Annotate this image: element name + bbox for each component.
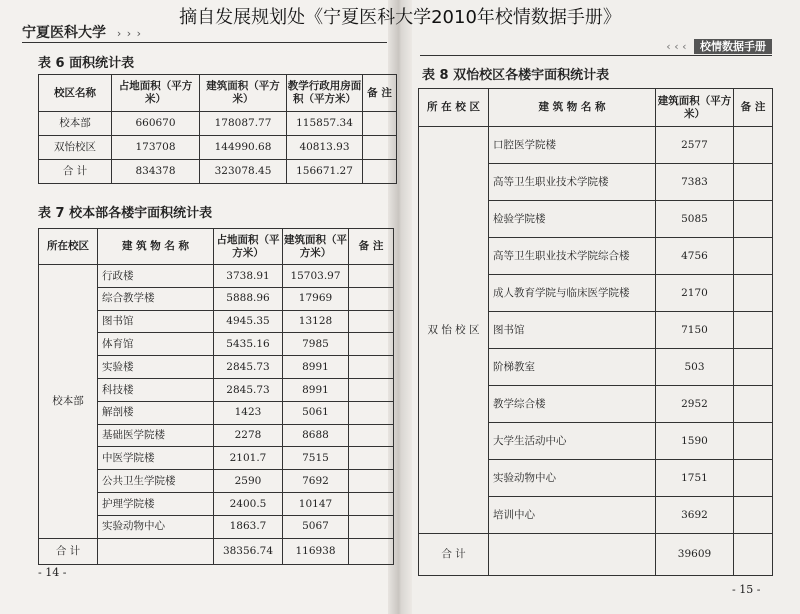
left-running-header	[22, 22, 142, 42]
land-area-cell: 2278	[214, 424, 283, 447]
remark-cell	[734, 164, 773, 201]
table8-header-cell: 备 注	[734, 89, 773, 127]
right-running-header	[666, 38, 772, 54]
land-area-cell: 4945.35	[214, 310, 283, 333]
table-cell	[363, 112, 397, 136]
table-cell	[489, 534, 656, 576]
table6-caption: 表 6 面积统计表	[38, 56, 135, 71]
remark-cell	[349, 515, 394, 538]
building-name-cell: 实验动物中心	[98, 515, 214, 538]
remark-cell	[349, 333, 394, 356]
table-cell: 双怡校区	[39, 136, 112, 160]
remark-cell	[349, 378, 394, 401]
floor-area-cell: 5085	[656, 201, 734, 238]
floor-area-cell: 13128	[283, 310, 349, 333]
building-name-cell: 阶梯教室	[489, 349, 656, 386]
remark-cell	[349, 424, 394, 447]
table6-header-cell: 建筑面积（平方米）	[200, 75, 287, 112]
remark-cell	[734, 386, 773, 423]
remark-cell	[734, 349, 773, 386]
remark-cell	[349, 470, 394, 493]
building-name-cell: 基础医学院楼	[98, 424, 214, 447]
table7-header-cell: 占地面积（平方米）	[214, 229, 283, 265]
building-name-cell: 图书馆	[489, 312, 656, 349]
building-name-cell: 行政楼	[98, 265, 214, 288]
table7-header-cell: 建 筑 物 名 称	[98, 229, 214, 265]
floor-area-cell: 8688	[283, 424, 349, 447]
floor-area-cell: 17969	[283, 287, 349, 310]
table-row	[39, 112, 397, 136]
building-name-cell: 护理学院楼	[98, 492, 214, 515]
table6-header-cell: 教学行政用房面积（平方米）	[287, 75, 363, 112]
right-page-number: - 15 -	[732, 583, 761, 596]
building-name-cell: 综合教学楼	[98, 287, 214, 310]
remark-cell	[349, 287, 394, 310]
table8-header-cell: 所 在 校 区	[419, 89, 489, 127]
building-name-cell: 检验学院楼	[489, 201, 656, 238]
floor-area-cell: 7515	[283, 447, 349, 470]
remark-cell	[734, 534, 773, 576]
table6-header-cell: 校区名称	[39, 75, 112, 112]
total-land-area-cell: 38356.74	[214, 538, 283, 564]
table-cell	[363, 136, 397, 160]
floor-area-cell: 15703.97	[283, 265, 349, 288]
remark-cell	[349, 401, 394, 424]
remark-cell	[734, 238, 773, 275]
remark-cell	[349, 447, 394, 470]
right-header-rule	[420, 55, 772, 56]
total-row	[39, 538, 394, 564]
floor-area-cell: 4756	[656, 238, 734, 275]
remark-cell	[734, 127, 773, 164]
handbook-title-tag: 校情数据手册	[694, 39, 772, 54]
table6-header-cell: 占地面积（平方米）	[112, 75, 200, 112]
campus-cell: 双 怡 校 区	[419, 127, 489, 534]
table-cell: 156671.27	[287, 160, 363, 184]
table7-header-cell: 备 注	[349, 229, 394, 265]
table-cell: 合 计	[39, 160, 112, 184]
land-area-cell: 2590	[214, 470, 283, 493]
floor-area-cell: 10147	[283, 492, 349, 515]
left-page-number: - 14 -	[38, 566, 67, 579]
building-name-cell: 实验动物中心	[489, 460, 656, 497]
table6-header-cell: 备 注	[363, 75, 397, 112]
building-name-cell: 实验楼	[98, 356, 214, 379]
building-name-cell: 成人教育学院与临床医学院楼	[489, 275, 656, 312]
remark-cell	[734, 423, 773, 460]
floor-area-cell: 2170	[656, 275, 734, 312]
building-name-cell: 体育馆	[98, 333, 214, 356]
land-area-cell: 1863.7	[214, 515, 283, 538]
chevrons-left-icon: ‹ ‹ ‹	[666, 40, 687, 53]
table6-area-stats	[38, 74, 397, 184]
table-cell: 323078.45	[200, 160, 287, 184]
floor-area-cell: 7692	[283, 470, 349, 493]
table-cell: 144990.68	[200, 136, 287, 160]
table8-header-cell: 建 筑 物 名 称	[489, 89, 656, 127]
table-cell: 115857.34	[287, 112, 363, 136]
table8-shuangyi-campus-buildings	[418, 88, 773, 576]
building-name-cell: 口腔医学院楼	[489, 127, 656, 164]
land-area-cell: 2845.73	[214, 378, 283, 401]
table-cell: 834378	[112, 160, 200, 184]
table7-header-cell: 建筑面积（平方米）	[283, 229, 349, 265]
land-area-cell: 5435.16	[214, 333, 283, 356]
building-name-cell: 培训中心	[489, 497, 656, 534]
floor-area-cell: 8991	[283, 356, 349, 379]
floor-area-cell: 7150	[656, 312, 734, 349]
total-floor-area-cell: 116938	[283, 538, 349, 564]
building-name-cell: 公共卫生学院楼	[98, 470, 214, 493]
remark-cell	[734, 312, 773, 349]
remark-cell	[349, 356, 394, 379]
source-banner: 摘自发展规划处《宁夏医科大学2010年校情数据手册》	[179, 7, 621, 28]
floor-area-cell: 2952	[656, 386, 734, 423]
table7-header-cell: 所在校区	[39, 229, 98, 265]
remark-cell	[734, 497, 773, 534]
table-cell: 173708	[112, 136, 200, 160]
table-row	[39, 136, 397, 160]
floor-area-cell: 7985	[283, 333, 349, 356]
total-row	[419, 534, 773, 576]
building-name-cell: 解剖楼	[98, 401, 214, 424]
remark-cell	[734, 201, 773, 238]
table-cell: 178087.77	[200, 112, 287, 136]
chevrons-right-icon: › › ›	[116, 27, 143, 40]
land-area-cell: 2400.5	[214, 492, 283, 515]
table7-main-campus-buildings	[38, 228, 394, 565]
floor-area-cell: 3692	[656, 497, 734, 534]
table-row	[419, 127, 773, 164]
building-name-cell: 科技楼	[98, 378, 214, 401]
land-area-cell: 1423	[214, 401, 283, 424]
floor-area-cell: 2577	[656, 127, 734, 164]
building-name-cell: 大学生活动中心	[489, 423, 656, 460]
floor-area-cell: 7383	[656, 164, 734, 201]
remark-cell	[734, 275, 773, 312]
building-name-cell: 中医学院楼	[98, 447, 214, 470]
land-area-cell: 3738.91	[214, 265, 283, 288]
total-label-cell: 合 计	[39, 538, 98, 564]
table8-caption: 表 8 双怡校区各楼宇面积统计表	[422, 68, 610, 83]
total-floor-area-cell: 39609	[656, 534, 734, 576]
table-cell	[363, 160, 397, 184]
building-name-cell: 教学综合楼	[489, 386, 656, 423]
table8-header-cell: 建筑面积（平方米）	[656, 89, 734, 127]
university-title: 宁夏医科大学	[22, 25, 106, 41]
floor-area-cell: 1751	[656, 460, 734, 497]
building-name-cell: 高等卫生职业技术学院综合楼	[489, 238, 656, 275]
table-row	[39, 160, 397, 184]
building-name-cell: 高等卫生职业技术学院楼	[489, 164, 656, 201]
land-area-cell: 2845.73	[214, 356, 283, 379]
remark-cell	[349, 310, 394, 333]
remark-cell	[349, 538, 394, 564]
table-cell: 660670	[112, 112, 200, 136]
floor-area-cell: 8991	[283, 378, 349, 401]
remark-cell	[349, 265, 394, 288]
total-label-cell: 合 计	[419, 534, 489, 576]
floor-area-cell: 503	[656, 349, 734, 386]
floor-area-cell: 1590	[656, 423, 734, 460]
building-name-cell: 图书馆	[98, 310, 214, 333]
floor-area-cell: 5061	[283, 401, 349, 424]
table-cell: 40813.93	[287, 136, 363, 160]
table-cell	[98, 538, 214, 564]
table-row	[39, 265, 394, 288]
land-area-cell: 5888.96	[214, 287, 283, 310]
left-header-rule	[22, 42, 387, 43]
campus-cell: 校本部	[39, 265, 98, 539]
table-cell: 校本部	[39, 112, 112, 136]
floor-area-cell: 5067	[283, 515, 349, 538]
remark-cell	[349, 492, 394, 515]
land-area-cell: 2101.7	[214, 447, 283, 470]
remark-cell	[734, 460, 773, 497]
table7-caption: 表 7 校本部各楼宇面积统计表	[38, 206, 213, 221]
